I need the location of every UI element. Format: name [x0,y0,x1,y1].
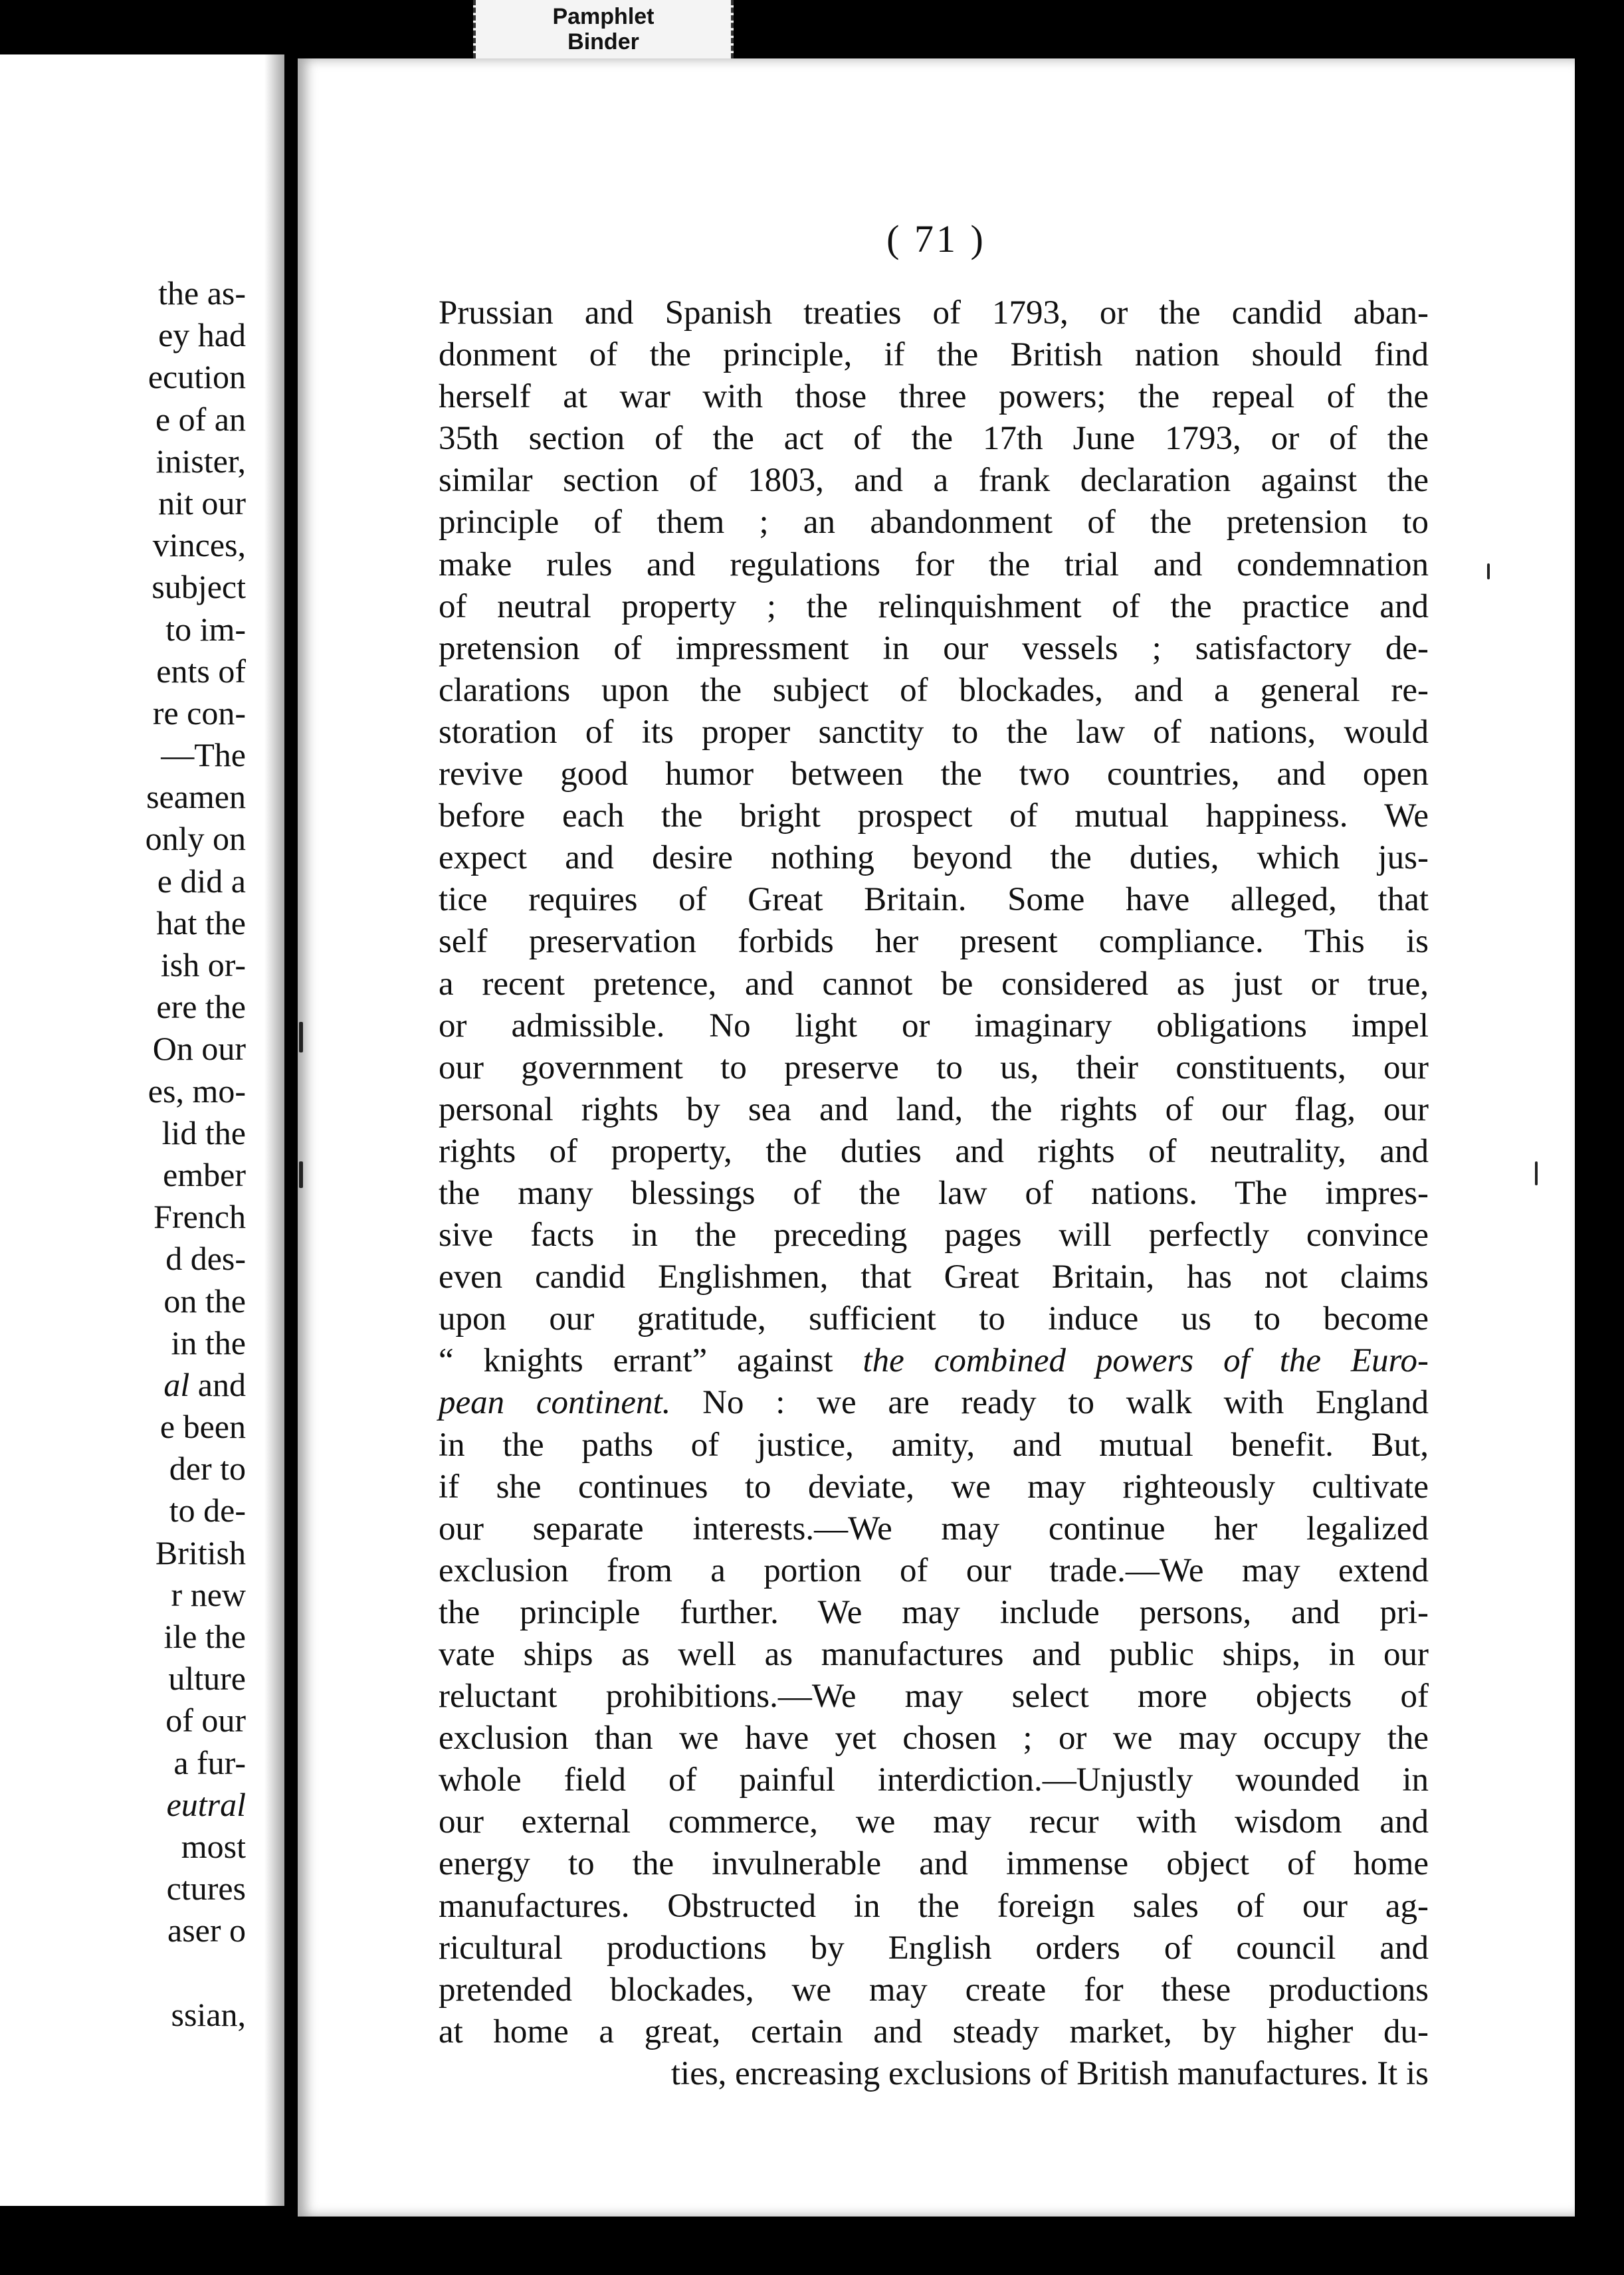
text-line: donment of the principle, if the British nation should find [439,336,1429,374]
left-page-line: in the [171,1324,246,1361]
text-line: in the paths of justice, amity, and mutual benefit. But, [439,1426,1429,1464]
left-page-line: ecution [148,358,246,396]
text-line: if she continues to deviate, we may righteously cultivate [439,1468,1429,1506]
italic-phrase: pean continent. [439,1384,671,1422]
left-page-line: hat the [156,904,246,941]
left-page-line: ey had [158,316,246,354]
left-page-line: nit our [158,484,246,522]
left-page-line: lid the [161,1114,246,1151]
left-page-line: only on [145,820,246,858]
binder-label-line-2: Binder [567,29,639,54]
left-page-gutter-shadow [264,54,284,2206]
text-line: 35th section of the act of the 17th June 1793, or of the [439,420,1429,458]
left-page-line: re con- [152,694,246,732]
left-page-line: to im- [165,610,246,648]
left-page-line: al and [163,1365,246,1403]
text-line: pean continent. No : we are ready to walk with England [439,1384,1429,1422]
left-page-line [0,1784,246,1826]
text-line: expect and desire nothing beyond the duties, which jus- [439,839,1429,877]
text-line: sive facts in the preceding pages will perfectly convince [439,1217,1429,1254]
left-page-line: e of an [155,400,246,438]
page-body-text [439,292,1429,2095]
text-line: pretended blockades, we may create for these productions [439,1971,1429,2009]
left-page-line: d des- [165,1240,246,1278]
left-page-line [0,1952,246,1994]
left-page-line: a fur- [173,1743,246,1781]
text-line: exclusion than we have yet chosen ; or we may occupy the [439,1720,1429,1757]
margin-mark [1535,1161,1538,1185]
left-page-line: of our [165,1702,246,1739]
text-line: before each the bright prospect of mutual happiness. We [439,797,1429,835]
text-line: of neutral property ; the relinquishment of the practice and [439,587,1429,625]
left-page [0,54,284,2206]
left-page-line: seamen [146,778,246,816]
text-line: our external commerce, we may recur with wisdom and [439,1803,1429,1841]
text-line: ricultural productions by English orders of council and [439,1929,1429,1967]
left-page-line: inister, [155,442,246,480]
text-line: even candid Englishmen, that Great Britain, has not claims [439,1258,1429,1296]
left-page-line: ile the [163,1618,246,1655]
text-line: self preservation forbids her present compliance. This is [439,923,1429,961]
left-page-line: British [155,1533,246,1571]
left-page-line: on the [163,1282,246,1320]
left-page-line: ssian, [171,1995,246,2033]
text-line: exclusion from a portion of our trade.—We may extend [439,1551,1429,1589]
text-line: similar section of 1803, and a frank declaration against the [439,462,1429,500]
italic-phrase: eutral [166,1785,246,1823]
left-page-line: French [153,1198,246,1236]
text-line: personal rights by sea and land, the rights of our flag, our [439,1090,1429,1128]
text-line: our government to preserve to us, their constituents, our [439,1048,1429,1086]
text-line: principle of them ; an abandonment of the pretension to [439,504,1429,542]
left-page-line: der to [169,1450,246,1488]
text-line: whole field of painful interdiction.—Unjustly wounded in [439,1761,1429,1799]
left-page-line: e been [159,1408,246,1446]
text-line: our separate interests.—We may continue her legalized [439,1510,1429,1547]
pamphlet-binder-label [473,0,734,58]
text-line: a recent pretence, and cannot be considered as just or true, [439,965,1429,1003]
text-line: pretension of impressment in our vessels ; satisfactory de- [439,629,1429,667]
margin-mark [1487,563,1490,579]
page-number: ( 71 ) [886,217,986,260]
binder-label-line-1: Pamphlet [552,4,655,29]
text-line: energy to the invulnerable and immense object of home [439,1845,1429,1883]
left-page-line: to de- [169,1492,246,1530]
text-line: herself at war with those three powers; the repeal of the [439,378,1429,416]
margin-mark [299,1161,303,1188]
text-line: ties, encreasing exclusions of British manufactures. It is [670,2054,1429,2092]
left-page-line: the as- [158,274,246,312]
text-line: storation of its proper sanctity to the law of nations, would [439,713,1429,751]
text-line: at home a great, certain and steady market, by higher du- [439,2013,1429,2050]
left-page-line: vinces, [152,526,246,564]
text-line: the many blessings of the law of nations. The impres- [439,1174,1429,1212]
left-page-line: On our [152,1030,246,1068]
left-page-line: ctures [166,1870,246,1908]
text-line: reluctant prohibitions.—We may select more objects of [439,1678,1429,1716]
text-line: tice requires of Great Britain. Some have alleged, that [439,881,1429,919]
text-line: “ knights errant” against the combined powers of the Euro- [439,1342,1429,1380]
left-page-line: e did a [157,862,246,900]
right-page [298,58,1575,2217]
text-line: manufactures. Obstructed in the foreign sales of our ag- [439,1887,1429,1925]
left-page-line: ere the [156,988,246,1026]
left-page-line: es, mo- [148,1072,246,1110]
text-line: revive good humor between the two countries, and open [439,755,1429,793]
italic-phrase: the combined powers of the Euro- [863,1342,1429,1380]
left-page-line: aser o [167,1912,246,1949]
left-page-line: ish or- [160,946,246,983]
text-line: the principle further. We may include persons, and pri- [439,1593,1429,1631]
left-page-line: —The [161,736,246,774]
left-page-line: subject [152,568,246,606]
text-line: make rules and regulations for the trial and condemnation [439,545,1429,583]
left-page-line: ents of [156,652,246,690]
italic-phrase: al [163,1365,190,1403]
left-page-text [0,272,246,2036]
text-line: vate ships as well as manufactures and public ships, in our [439,1636,1429,1673]
left-page-line: most [181,1827,246,1865]
text-line: Prussian and Spanish treaties of 1793, or the candid aban- [439,294,1429,332]
text-line: or admissible. No light or imaginary obligations impel [439,1007,1429,1044]
left-page-line: ulture [168,1660,246,1698]
text-line: clarations upon the subject of blockades, and a general re- [439,671,1429,709]
left-page-line: ember [163,1155,246,1193]
text-line: rights of property, the duties and rights of neutrality, and [439,1132,1429,1170]
margin-mark [299,1022,303,1052]
left-page-line: r new [171,1575,246,1613]
text-line: upon our gratitude, sufficient to induce us to become [439,1300,1429,1338]
